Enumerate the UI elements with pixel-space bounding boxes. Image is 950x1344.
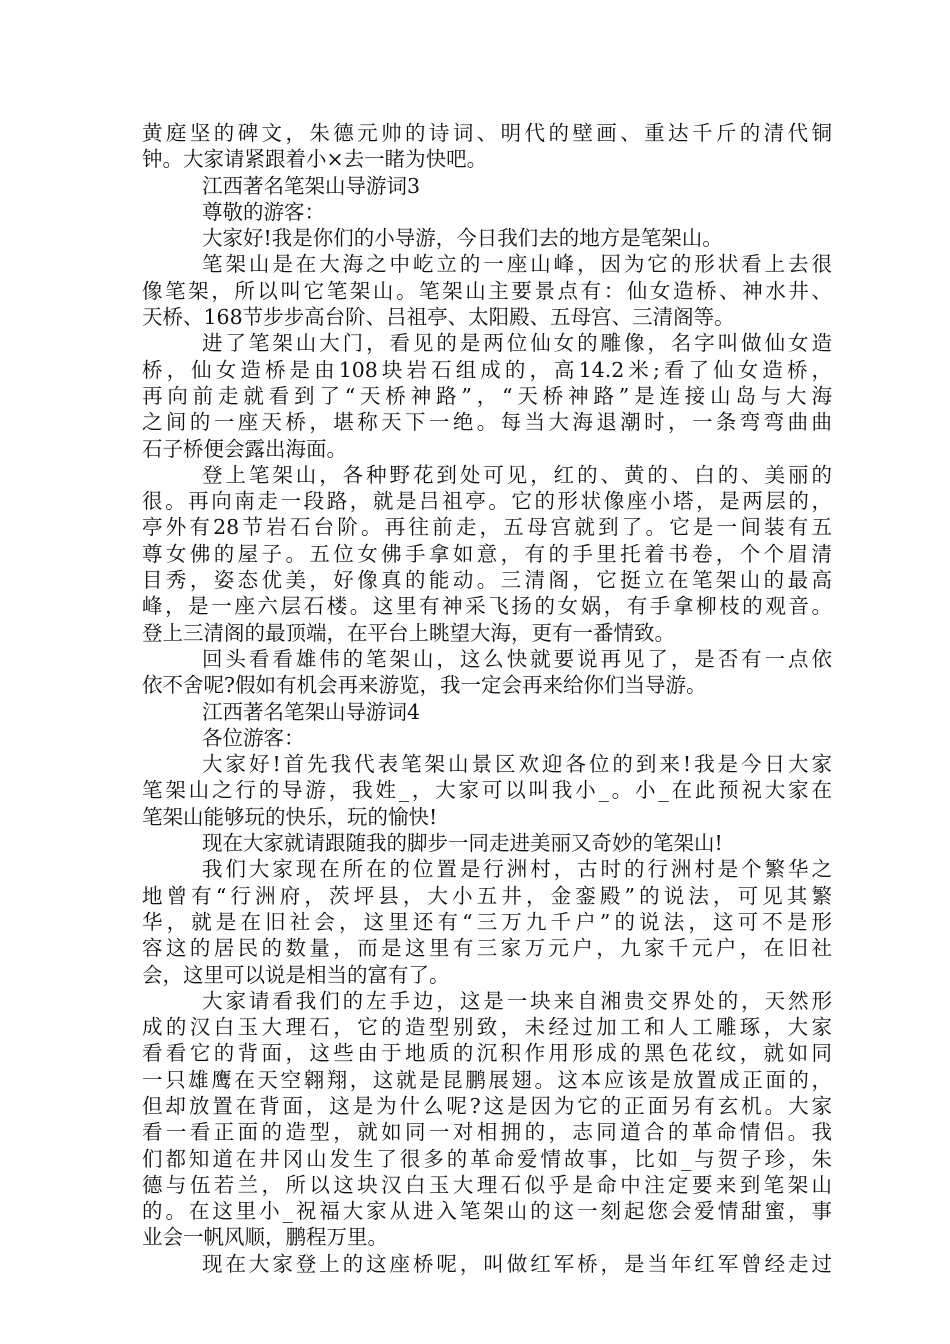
text-line: 登上三清阁的最顶端，在平台上眺望大海，更有一番情致。: [142, 620, 675, 645]
text-line: 笔架山能够玩的快乐，玩的愉快!: [142, 804, 438, 829]
text-line: 一只雄鹰在天空翱翔，这就是昆鹏展翅。这本应该是放置成正面的，: [142, 1067, 832, 1092]
text-line: 石子桥便会露出海面。: [142, 436, 347, 461]
text-line: 很。再向南走一段路，就是吕祖亭。它的形状像座小塔，是两层的，: [142, 489, 832, 514]
text-line: 现在大家登上的这座桥呢，叫做红军桥，是当年红军曾经走过: [202, 1251, 832, 1276]
text-line: 成的汉白玉大理石，它的造型别致，未经过加工和人工雕琢，大家: [142, 1015, 832, 1040]
text-line: 依不舍呢?假如有机会再来游览，我一定会再来给你们当导游。: [142, 673, 707, 698]
text-line: 登上笔架山，各种野花到处可见，红的、黄的、白的、美丽的: [202, 462, 832, 487]
text-line: 桥，仙女造桥是由108块岩石组成的，高14.2米;看了仙女造桥，: [142, 357, 832, 382]
text-line: 江西著名笔架山导游词4: [202, 699, 421, 724]
text-line: 业会一帆风顺，鹏程万里。: [142, 1225, 388, 1250]
text-line: 江西著名笔架山导游词3: [202, 173, 421, 198]
text-line: 尊敬的游客：: [202, 199, 325, 224]
text-line: 之间的一座天桥，堪称天下一绝。每当大海退潮时，一条弯弯曲曲: [142, 410, 832, 435]
text-line: 天桥、168节步步高台阶、吕祖亭、太阳殿、五母宫、三清阁等。: [142, 305, 735, 330]
text-line: 看看它的背面，这些由于地质的沉积作用形成的黑色花纹，就如同: [142, 1041, 832, 1066]
text-line: 大家请看我们的左手边，这是一块来自湘贵交界处的，天然形: [202, 988, 832, 1013]
text-line: 再向前走就看到了“天桥神路”，“天桥神路”是连接山岛与大海: [142, 383, 832, 408]
text-line: 亭外有28节岩石台阶。再往前走，五母宫就到了。它是一间装有五: [142, 515, 832, 540]
text-line: 容这的居民的数量，而是这里有三家万元户，九家千元户，在旧社: [142, 936, 832, 961]
text-line: 各位游客：: [202, 725, 305, 750]
text-line: 峰，是一座六层石楼。这里有神采飞扬的女娲，有手拿柳枝的观音。: [142, 594, 832, 619]
text-line: 笔架山之行的导游，我姓_，大家可以叫我小_。小_在此预祝大家在: [142, 778, 832, 803]
text-line: 德与伍若兰，所以这块汉白玉大理石似乎是命中注定要来到笔架山: [142, 1172, 832, 1197]
text-line: 钟。大家请紧跟着小×去一睹为快吧。: [142, 147, 488, 172]
text-line: 们都知道在井冈山发生了很多的革命爱情故事，比如_与贺子珍，朱: [142, 1146, 832, 1171]
document-body: [142, 120, 832, 1277]
text-line: 但却放置在背面，这是为什么呢?这是因为它的正面另有玄机。大家: [142, 1093, 832, 1118]
text-line: 回头看看雄伟的笔架山，这么快就要说再见了，是否有一点依: [202, 646, 832, 671]
text-line: 地曾有“行洲府，茨坪县，大小五井，金銮殿”的说法，可见其繁: [142, 883, 832, 908]
text-line: 尊女佛的屋子。五位女佛手拿如意，有的手里托着书卷，个个眉清: [142, 541, 832, 566]
text-line: 目秀，姿态优美，好像真的能动。三清阁，它挺立在笔架山的最高: [142, 568, 832, 593]
text-line: 进了笔架山大门，看见的是两位仙女的雕像，名字叫做仙女造: [202, 331, 832, 356]
text-line: 黄庭坚的碑文，朱德元帅的诗词、明代的壁画、重达千斤的清代铜: [142, 121, 832, 145]
text-line: 会，这里可以说是相当的富有了。: [142, 962, 450, 987]
text-line: 大家好!首先我代表笔架山景区欢迎各位的到来!我是今日大家: [202, 752, 832, 777]
text-line: 华，就是在旧社会，这里还有“三万九千户”的说法，这可不是形: [142, 909, 832, 934]
text-line: 像笔架，所以叫它笔架山。笔架山主要景点有：仙女造桥、神水井、: [142, 278, 832, 303]
text-line: 现在大家就请跟随我的脚步一同走进美丽又奇妙的笔架山!: [202, 831, 723, 856]
text-line: 的。在这里小_祝福大家从进入笔架山的这一刻起您会爱情甜蜜，事: [142, 1199, 832, 1224]
text-line: 大家好!我是你们的小导游，今日我们去的地方是笔架山。: [202, 226, 723, 251]
text-line: 看一看正面的造型，就如同一对相拥的，志同道合的革命情侣。我: [142, 1120, 832, 1145]
text-line: 我们大家现在所在的位置是行洲村，古时的行洲村是个繁华之: [202, 857, 832, 882]
text-line: 笔架山是在大海之中屹立的一座山峰，因为它的形状看上去很: [202, 252, 832, 277]
